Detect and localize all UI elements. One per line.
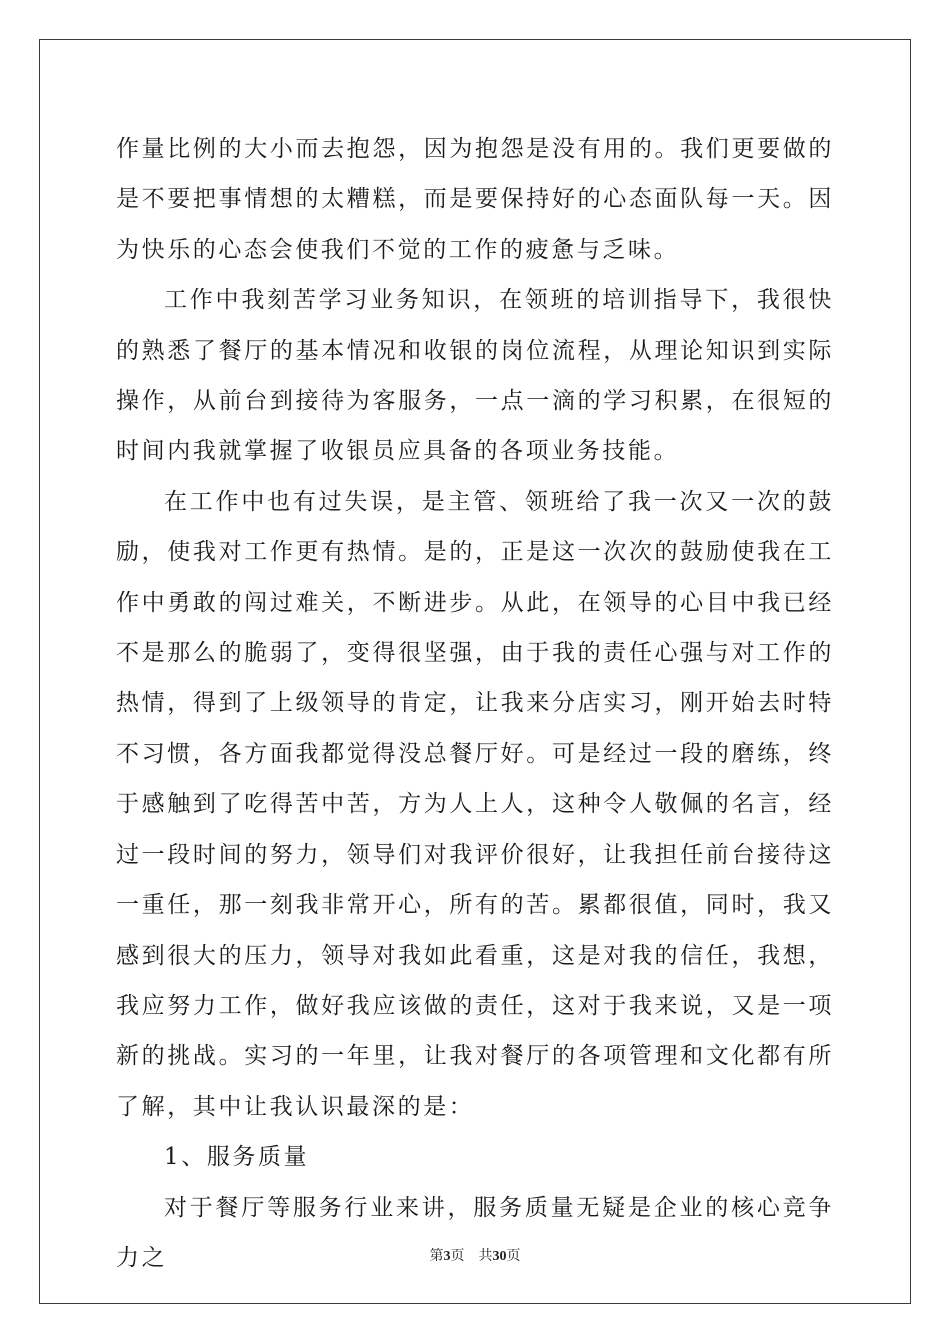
footer-page-prefix: 第	[429, 1248, 444, 1264]
section-heading-service-quality: 1、服务质量	[164, 1144, 310, 1171]
paragraph-mistakes: 在工作中也有过失误，是主管、领班给了我一次又一次的鼓励，使我对工作更有热情。是的，正是这一次次的鼓励使我在工作中勇敢的闯过难关，不断进步。从此，在领导的心目中我已经不是那么的脆弱了，变得很坚强，由于我的责任心强与对工作的热情，得到了上级领导的肯定，让我来分店实习，刚开始去时特不习惯，各方面我都觉得没总餐厅好。可是经过一段的磨练，终于感触到了吃得苦中苦，方为人上人，这种令人敬佩的名言，经过一段时间的努力，领导们对我评价很好，让我担任前台接待这一重任，那一刻我非常开心，所有的苦。累都很值，同时，我又感到很大的压力，领导对我如此看重，这是对我的信任，我想，我应努力工作，做好我应该做的责任，这对于我来说，又是一项新的挑战。实习的一年里，让我对餐厅的各项管理和文化都有所了解，其中让我认识最深的是：	[116, 488, 834, 1120]
paragraph-continuation: 作量比例的大小而去抱怨，因为抱怨是没有用的。我们更要做的是不要把事情想的太糟糕，而是要保持好的心态面队每一天。因为快乐的心态会使我们不觉的工作的疲惫与乏味。	[116, 136, 834, 263]
page-footer	[0, 1246, 950, 1267]
footer-total-suffix: 页	[506, 1248, 521, 1264]
footer-current-page: 3	[443, 1249, 451, 1264]
footer-total-pages: 30	[492, 1249, 507, 1264]
footer-page-suffix: 页	[450, 1248, 465, 1264]
paragraph-service-quality: 对于餐厅等服务行业来讲，服务质量无疑是企业的核心竞争力之	[116, 1194, 834, 1271]
footer-total-prefix: 共	[478, 1248, 493, 1264]
paragraph-learning: 工作中我刻苦学习业务知识，在领班的培训指导下，我很快的熟悉了餐厅的基本情况和收银的岗位流程，从理论知识到实际操作，从前台到接待为客服务，一点一滴的学习积累，在很短的时间内我就掌握了收银员应具备的各项业务技能。	[116, 287, 834, 465]
document-body	[116, 124, 834, 1283]
